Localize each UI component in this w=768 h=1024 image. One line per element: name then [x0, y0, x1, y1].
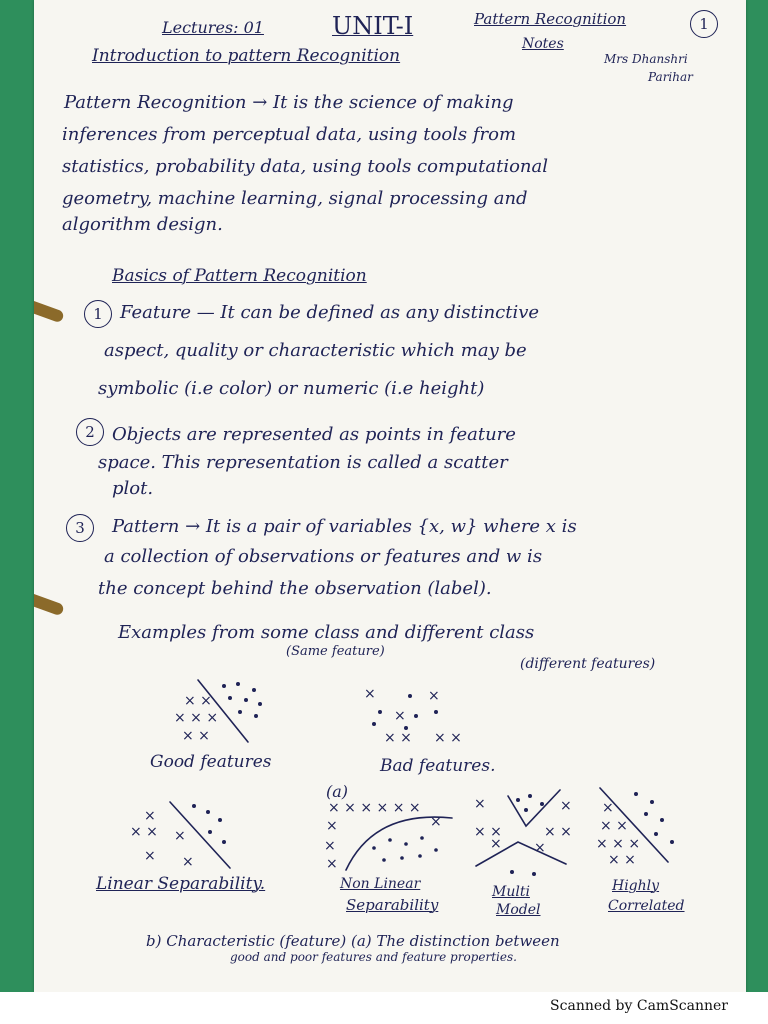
correlated-label: Correlated — [608, 898, 685, 914]
svg-text:×: × — [394, 708, 406, 724]
svg-text:×: × — [534, 840, 546, 856]
scanner-watermark: Scanned by CamScanner — [550, 998, 728, 1014]
svg-text:× ×: × × — [474, 824, 502, 840]
feature-definition-line: symbolic (i.e color) or numeric (i.e height) — [98, 378, 485, 399]
unit-title: UNIT-I — [332, 12, 414, 40]
multi-model-sketch — [474, 790, 572, 876]
objects-definition-line: Objects are represented as points in feature — [112, 424, 516, 445]
pattern-definition-line: the concept behind the observation (label). — [98, 578, 492, 599]
svg-text:×: × — [174, 828, 186, 844]
author-surname: Parihar — [648, 70, 693, 84]
svg-text:×: × — [326, 818, 338, 834]
objects-definition-line: space. This representation is called a scatter — [98, 452, 508, 473]
definition-line: inferences from perceptual data, using tools from — [62, 124, 517, 145]
definition-line: statistics, probability data, using tools computational — [62, 156, 548, 177]
examples-line: Examples from some class and different class — [118, 622, 535, 643]
author-name: Mrs Dhanshri — [604, 52, 688, 66]
svg-text:×: × — [430, 814, 442, 830]
highly-correlated-sketch — [596, 788, 674, 868]
scatter-sketches — [34, 0, 746, 992]
different-feature-note: (different features) — [520, 656, 656, 672]
svg-text:× ×: × × — [184, 693, 212, 709]
svg-text:×: × — [428, 688, 440, 704]
good-features-sketch — [174, 680, 262, 744]
item-number: 3 — [66, 514, 94, 542]
svg-text:× ×: × × — [600, 818, 628, 834]
pattern-definition-line: Pattern → It is a pair of variables {x, w} where x is — [112, 516, 577, 537]
good-features-label: Good features — [150, 752, 272, 772]
svg-text:×: × — [144, 808, 156, 824]
bad-features-label: Bad features. — [380, 756, 496, 776]
bottom-note-line: b) Characteristic (feature) (a) The distinction between — [146, 932, 560, 950]
bad-features-sketch — [364, 686, 462, 746]
svg-text:× × ×: × × × — [174, 710, 219, 726]
pattern-definition-line: a collection of observations or features and w is — [104, 546, 543, 567]
linear-separability-label: Linear Separability. — [96, 874, 266, 894]
svg-text:× ×: × × — [384, 730, 412, 746]
svg-text:× ×: × × — [182, 728, 210, 744]
svg-text:×: × — [474, 796, 486, 812]
svg-text:×: × — [144, 848, 156, 864]
notes-label: Notes — [522, 36, 564, 52]
linear-separability-sketch — [130, 802, 230, 870]
bottom-note-line: good and poor features and feature properties. — [230, 950, 517, 964]
highly-label: Highly — [612, 878, 660, 894]
svg-text:×: × — [326, 856, 338, 872]
nonlinear-label: Non Linear — [340, 876, 421, 892]
nonlinear-separability-sketch — [324, 800, 452, 872]
svg-text:×: × — [324, 838, 336, 854]
definition-line: algorithm design. — [62, 214, 223, 235]
svg-text:×: × — [182, 854, 194, 870]
svg-text:×: × — [602, 800, 614, 816]
objects-definition-line: plot. — [112, 478, 154, 499]
svg-text:×: × — [560, 798, 572, 814]
item-number: 2 — [76, 418, 104, 446]
definition-line: geometry, machine learning, signal processing and — [62, 188, 528, 209]
page-title: Introduction to pattern Recognition — [92, 46, 401, 66]
svg-text:× ×: × × — [130, 824, 158, 840]
svg-text:×: × — [490, 836, 502, 852]
svg-text:× ×: × × — [608, 852, 636, 868]
model-label: Model — [496, 902, 541, 918]
figure-a-label: (a) — [326, 782, 349, 801]
separability-label: Separability — [346, 896, 439, 914]
lecture-label: Lectures: 01 — [162, 18, 264, 37]
svg-text:× × × × × ×: × × × × × × — [328, 800, 421, 816]
feature-definition-line: Feature — It can be defined as any distinctive — [120, 302, 540, 323]
multi-label: Multi — [492, 884, 530, 900]
feature-definition-line: aspect, quality or characteristic which may be — [104, 340, 527, 361]
svg-text:× ×: × × — [544, 824, 572, 840]
section-heading: Basics of Pattern Recognition — [112, 266, 367, 286]
subject-label: Pattern Recognition — [474, 10, 627, 28]
page-number: 1 — [690, 10, 718, 38]
definition-line: Pattern Recognition → It is the science of making — [64, 92, 514, 113]
svg-text:×: × — [364, 686, 376, 702]
item-number: 1 — [84, 300, 112, 328]
svg-text:× × ×: × × × — [596, 836, 641, 852]
notebook-page — [34, 0, 746, 992]
same-feature-note: (Same feature) — [286, 644, 385, 659]
svg-text:× ×: × × — [434, 730, 462, 746]
